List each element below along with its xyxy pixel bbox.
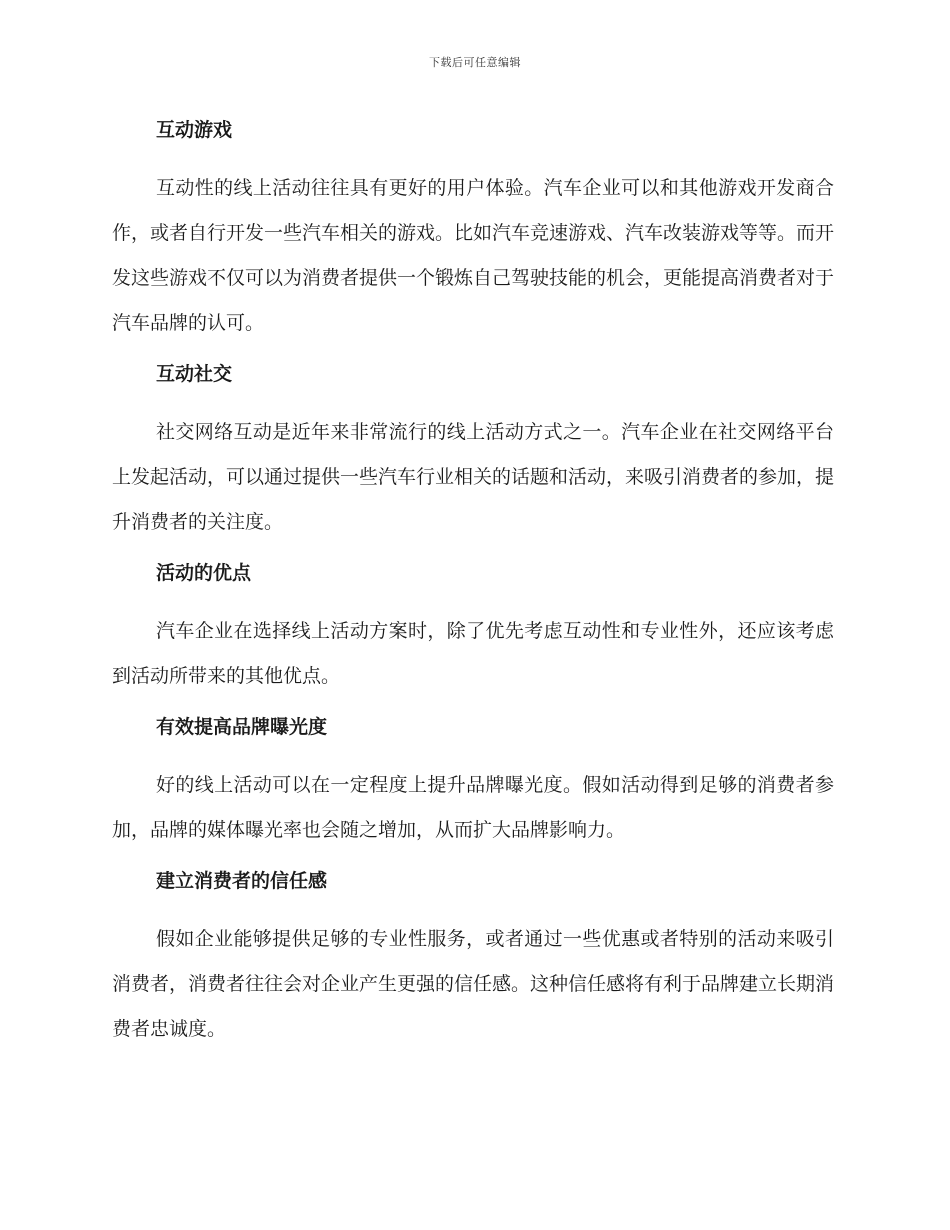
section-paragraph: 互动性的线上活动往往具有更好的用户体验。汽车企业可以和其他游戏开发商合作，或者自行开发一些汽车相关的游戏。比如汽车竞速游戏、汽车改装游戏等等。而开发这些游戏不仅可以为消费者提供一个锻炼自己驾驶技能的机会，更能提高消费者对于汽车品牌的认可。 bbox=[112, 177, 835, 334]
section-paragraph: 社交网络互动是近年来非常流行的线上活动方式之一。汽车企业在社交网络平台上发起活动，可以通过提供一些汽车行业相关的话题和活动，来吸引消费者的参加，提升消费者的关注度。 bbox=[112, 421, 835, 533]
document-body bbox=[112, 108, 834, 1052]
section-paragraph: 假如企业能够提供足够的专业性服务，或者通过一些优惠或者特别的活动来吸引消费者，消费者往往会对企业产生更强的信任感。这种信任感将有利于品牌建立长期消费者忠诚度。 bbox=[112, 928, 835, 1040]
section-heading: 互动社交 bbox=[156, 363, 233, 385]
section-heading: 活动的优点 bbox=[156, 562, 252, 584]
section-paragraph: 好的线上活动可以在一定程度上提升品牌曝光度。假如活动得到足够的消费者参加，品牌的媒体曝光率也会随之增加，从而扩大品牌影响力。 bbox=[112, 774, 834, 841]
section-heading: 建立消费者的信任感 bbox=[156, 870, 328, 892]
section-paragraph: 汽车企业在选择线上活动方案时，除了优先考虑互动性和专业性外，还应该考虑到活动所带来的其他优点。 bbox=[112, 620, 834, 687]
page-header: 下载后可任意编辑 bbox=[429, 56, 521, 69]
section-heading: 有效提高品牌曝光度 bbox=[156, 716, 328, 738]
section-heading: 互动游戏 bbox=[156, 119, 233, 141]
